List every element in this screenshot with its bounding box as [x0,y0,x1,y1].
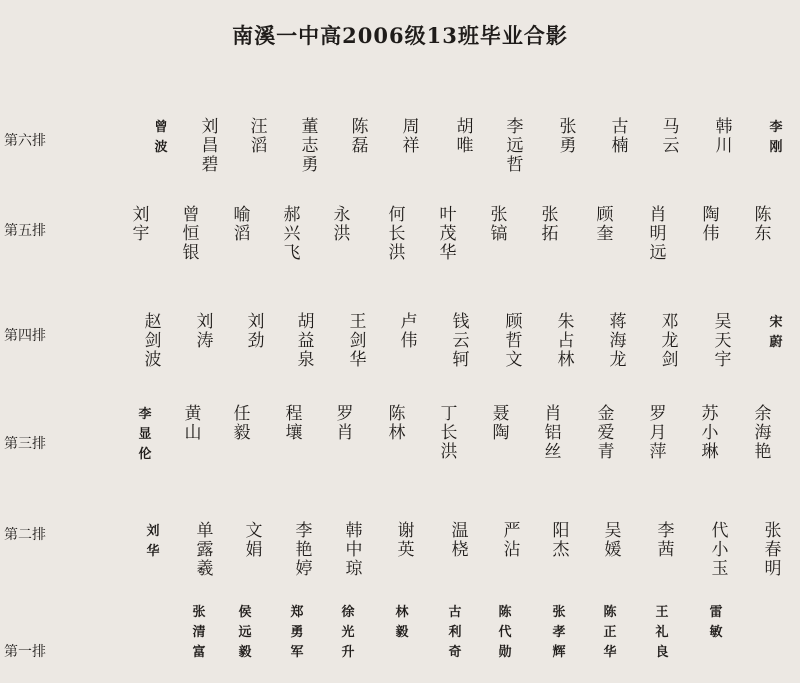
student-name: 肖 铝 丝 [544,404,562,462]
student-name: 董 志 勇 [301,117,319,175]
student-name: 单 露 羲 [196,521,214,579]
student-name: 李 艳 婷 [295,521,313,579]
student-name: 罗 肖 [336,404,354,443]
handwritten-name: 林 毅 [395,605,409,640]
student-name: 李 茜 [657,521,675,560]
student-name: 丁 长 洪 [440,404,458,462]
student-name: 卢 伟 [400,312,418,351]
handwritten-name: 徐 光 升 [341,605,355,660]
student-name: 周 祥 [402,117,420,156]
student-name: 胡 唯 [456,117,474,156]
student-name: 邓 龙 剑 [661,312,679,370]
student-name: 刘 涛 [196,312,214,351]
row-label: 第五排 [4,223,46,239]
student-name: 郝 兴 飞 [283,205,301,263]
handwritten-name: 李 刚 [769,120,783,155]
student-name: 张 勇 [559,117,577,156]
handwritten-name: 陈 代 勋 [498,605,512,660]
student-name: 朱 占 林 [557,312,575,370]
student-name: 陈 东 [754,205,772,244]
student-name: 顾 奎 [596,205,614,244]
student-name: 吴 媛 [604,521,622,560]
student-name: 聂 陶 [492,404,510,443]
student-name: 刘 宇 [132,205,150,244]
student-name: 吴 天 宇 [714,312,732,370]
row-label: 第六排 [4,133,46,149]
student-name: 赵 剑 波 [144,312,162,370]
student-name: 钱 云 轲 [452,312,470,370]
row-label: 第四排 [4,328,46,344]
student-name: 刘 昌 碧 [201,117,219,175]
student-name: 马 云 [662,117,680,156]
student-name: 文 娟 [245,521,263,560]
student-name: 代 小 玉 [711,521,729,579]
student-name: 曾 恒 银 [182,205,200,263]
student-name: 陈 磊 [351,117,369,156]
student-name: 苏 小 琳 [701,404,719,462]
row-label: 第三排 [4,436,46,452]
student-name: 陈 林 [388,404,406,443]
student-name: 古 楠 [611,117,629,156]
student-name: 张 春 明 [764,521,782,579]
student-name: 李 远 哲 [506,117,524,175]
student-name: 蒋 海 龙 [609,312,627,370]
student-name: 陶 伟 [702,205,720,244]
student-name: 阳 杰 [552,521,570,560]
student-name: 任 毅 [233,404,251,443]
row-label: 第二排 [4,527,46,543]
handwritten-name: 曾 波 [154,120,168,155]
row-label: 第一排 [4,644,46,660]
handwritten-name: 侯 远 毅 [238,605,252,660]
handwritten-name: 陈 正 华 [603,605,617,660]
student-name: 喻 滔 [233,205,251,244]
handwritten-name: 李 显 伦 [138,407,152,462]
student-name: 余 海 艳 [754,404,772,462]
handwritten-name: 张 孝 辉 [552,605,566,660]
student-name: 叶 茂 华 [439,205,457,263]
student-name: 程 壤 [285,404,303,443]
student-name: 汪 滔 [250,117,268,156]
student-name: 温 桡 [451,521,469,560]
student-name: 胡 益 泉 [297,312,315,370]
handwritten-name: 宋 蔚 [769,315,783,350]
student-name: 韩 中 琼 [345,521,363,579]
student-name: 张 镐 [490,205,508,244]
student-name: 黄 山 [184,404,202,443]
student-name: 王 剑 华 [349,312,367,370]
student-name: 谢 英 [397,521,415,560]
handwritten-name: 王 礼 良 [655,605,669,660]
student-name: 顾 哲 文 [505,312,523,370]
student-name: 金 爱 青 [597,404,615,462]
page-title: 南溪一中高2006级13班毕业合影 [232,23,568,48]
handwritten-name: 古 利 奇 [448,605,462,660]
student-name: 肖 明 远 [649,205,667,263]
student-name: 罗 月 萍 [649,404,667,462]
student-name: 何 长 洪 [388,205,406,263]
student-name: 刘 劲 [247,312,265,351]
handwritten-name: 刘 华 [146,524,160,559]
student-name: 永 洪 [333,205,351,244]
student-name: 张 拓 [541,205,559,244]
student-name: 韩 川 [715,117,733,156]
handwritten-name: 雷 敏 [709,605,723,640]
handwritten-name: 郑 勇 军 [290,605,304,660]
handwritten-name: 张 清 富 [192,605,206,660]
student-name: 严 沾 [503,521,521,560]
